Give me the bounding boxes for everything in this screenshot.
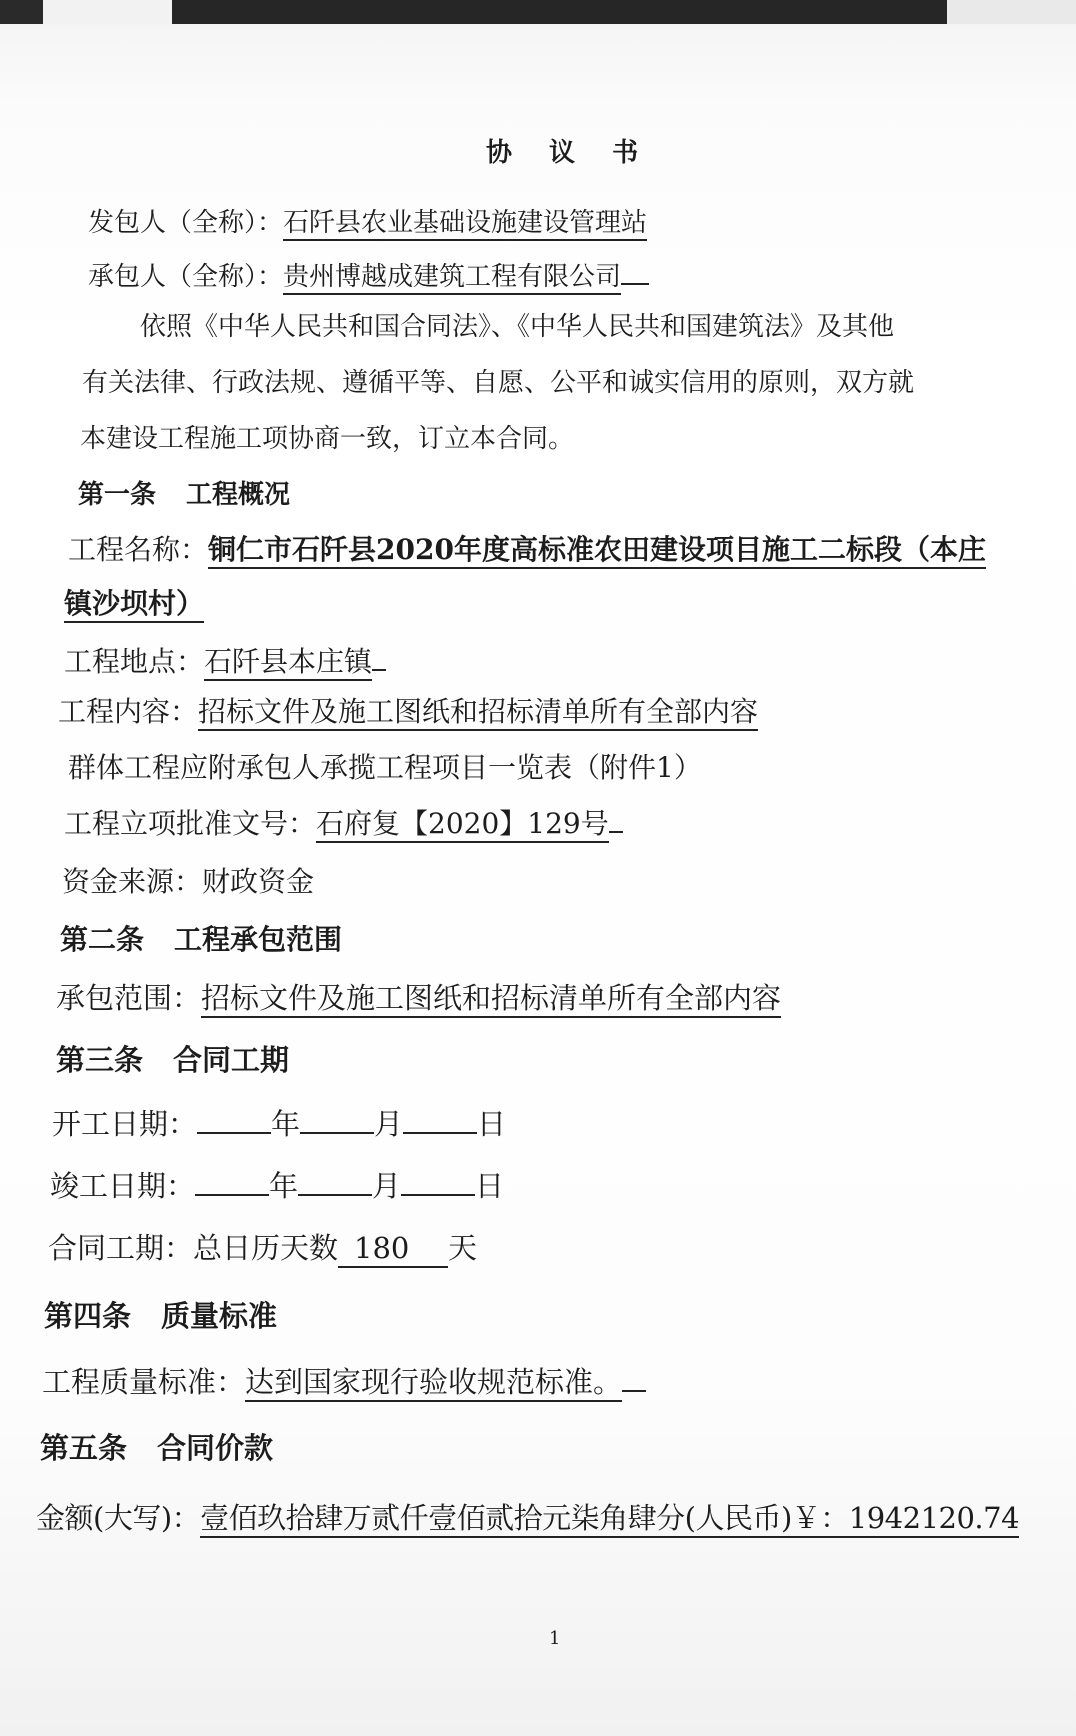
- quality-label: 工程质量标准：: [42, 1365, 246, 1399]
- start-date-label: 开工日期：: [52, 1107, 198, 1141]
- location-underline-tail: [372, 669, 386, 671]
- start-day-blank: [403, 1132, 477, 1134]
- end-year-unit: 年: [269, 1169, 299, 1203]
- content-row: [58, 690, 758, 730]
- contractor-row: [88, 256, 649, 293]
- group-project-note: 群体工程应附承包人承揽工程项目一览表（附件1）: [68, 751, 702, 784]
- document-title: 协 议 书: [486, 138, 653, 168]
- end-year-blank: [195, 1194, 269, 1196]
- scan-edge-shadow: [0, 0, 1076, 24]
- article2-heading: [60, 918, 342, 958]
- contractor-label: 承包人（全称）：: [88, 262, 284, 292]
- contractor-value: 贵州博越成建筑工程有限公司: [283, 262, 621, 295]
- approval-row: [64, 802, 623, 842]
- funding-value: 财政资金: [202, 865, 315, 898]
- employer-value: 石阡县农业基础设施建设管理站: [283, 208, 647, 241]
- content-value: 招标文件及施工图纸和招标清单所有全部内容: [198, 695, 758, 731]
- start-month-unit: 月: [374, 1107, 404, 1141]
- scope-row: [56, 976, 781, 1017]
- project-name-row: [68, 528, 986, 568]
- scope-label: 承包范围：: [56, 981, 202, 1015]
- scope-value: 招标文件及施工图纸和招标清单所有全部内容: [201, 981, 781, 1018]
- amount-row: [36, 1496, 1019, 1537]
- end-day-unit: 日: [475, 1169, 505, 1203]
- location-value: 石阡县本庄镇: [204, 645, 372, 681]
- location-label: 工程地点：: [64, 645, 205, 678]
- project-name-continued: [64, 582, 204, 622]
- quality-underline-tail: [622, 1390, 646, 1392]
- quality-row: [42, 1360, 646, 1401]
- article3-number: 第三条: [56, 1043, 144, 1077]
- approval-label: 工程立项批准文号：: [64, 807, 317, 840]
- start-day-unit: 日: [477, 1107, 507, 1141]
- duration-row: [48, 1226, 477, 1268]
- end-day-blank: [401, 1194, 475, 1196]
- employer-label: 发包人（全称）：: [88, 208, 284, 238]
- duration-label: 合同工期：总日历天数: [48, 1231, 339, 1265]
- end-date-label: 竣工日期：: [50, 1169, 196, 1203]
- approval-underline-tail: [609, 831, 623, 833]
- funding-label: 资金来源：: [62, 865, 203, 898]
- intro-line-1: 依照《中华人民共和国合同法》、《中华人民共和国建筑法》及其他: [140, 312, 895, 342]
- content-label: 工程内容：: [58, 695, 199, 728]
- article3-heading: [56, 1038, 289, 1079]
- end-month-unit: 月: [372, 1169, 402, 1203]
- start-year-blank: [197, 1132, 271, 1134]
- start-year-unit: 年: [271, 1107, 301, 1141]
- amount-value: 壹佰玖拾肆万贰仟壹佰贰拾元柒角肆分(人民币)￥：1942120.74: [200, 1501, 1019, 1538]
- article4-title: 质量标准: [161, 1299, 278, 1333]
- end-date-row: [50, 1164, 504, 1205]
- project-name-value-line2: 镇沙坝村）: [64, 587, 204, 623]
- amount-label: 金额(大写)：: [36, 1501, 201, 1535]
- approval-value: 石府复【2020】129号: [316, 807, 609, 843]
- article5-title: 合同价款: [157, 1431, 274, 1465]
- article4-heading: [44, 1294, 277, 1335]
- duration-unit: 天: [448, 1231, 478, 1265]
- article3-title: 合同工期: [173, 1043, 290, 1077]
- employer-row: [88, 202, 647, 239]
- location-row: [64, 640, 386, 680]
- end-month-blank: [298, 1194, 372, 1196]
- funding-row: [62, 860, 314, 900]
- article1-title: 工程概况: [186, 480, 291, 510]
- quality-value: 达到国家现行验收规范标准。: [245, 1365, 622, 1402]
- project-name-label: 工程名称：: [68, 533, 209, 566]
- start-month-blank: [300, 1132, 374, 1134]
- intro-line-3: 本建设工程施工项协商一致，订立本合同。: [80, 424, 575, 454]
- article4-number: 第四条: [44, 1299, 132, 1333]
- article2-title: 工程承包范围: [174, 923, 343, 956]
- intro-line-2: 有关法律、行政法规、遵循平等、自愿、公平和诚实信用的原则，双方就: [82, 368, 915, 398]
- article5-heading: [40, 1426, 273, 1467]
- article2-number: 第二条: [60, 923, 145, 956]
- project-name-value: 铜仁市石阡县2020年度高标准农田建设项目施工二标段（本庄: [208, 533, 986, 569]
- article5-number: 第五条: [40, 1431, 128, 1465]
- contractor-underline-tail: [621, 283, 649, 285]
- duration-value: 180: [338, 1231, 448, 1268]
- article1-number: 第一条: [78, 480, 157, 510]
- article1-heading: [78, 474, 290, 511]
- start-date-row: [52, 1102, 506, 1143]
- page-number: 1: [549, 1628, 561, 1649]
